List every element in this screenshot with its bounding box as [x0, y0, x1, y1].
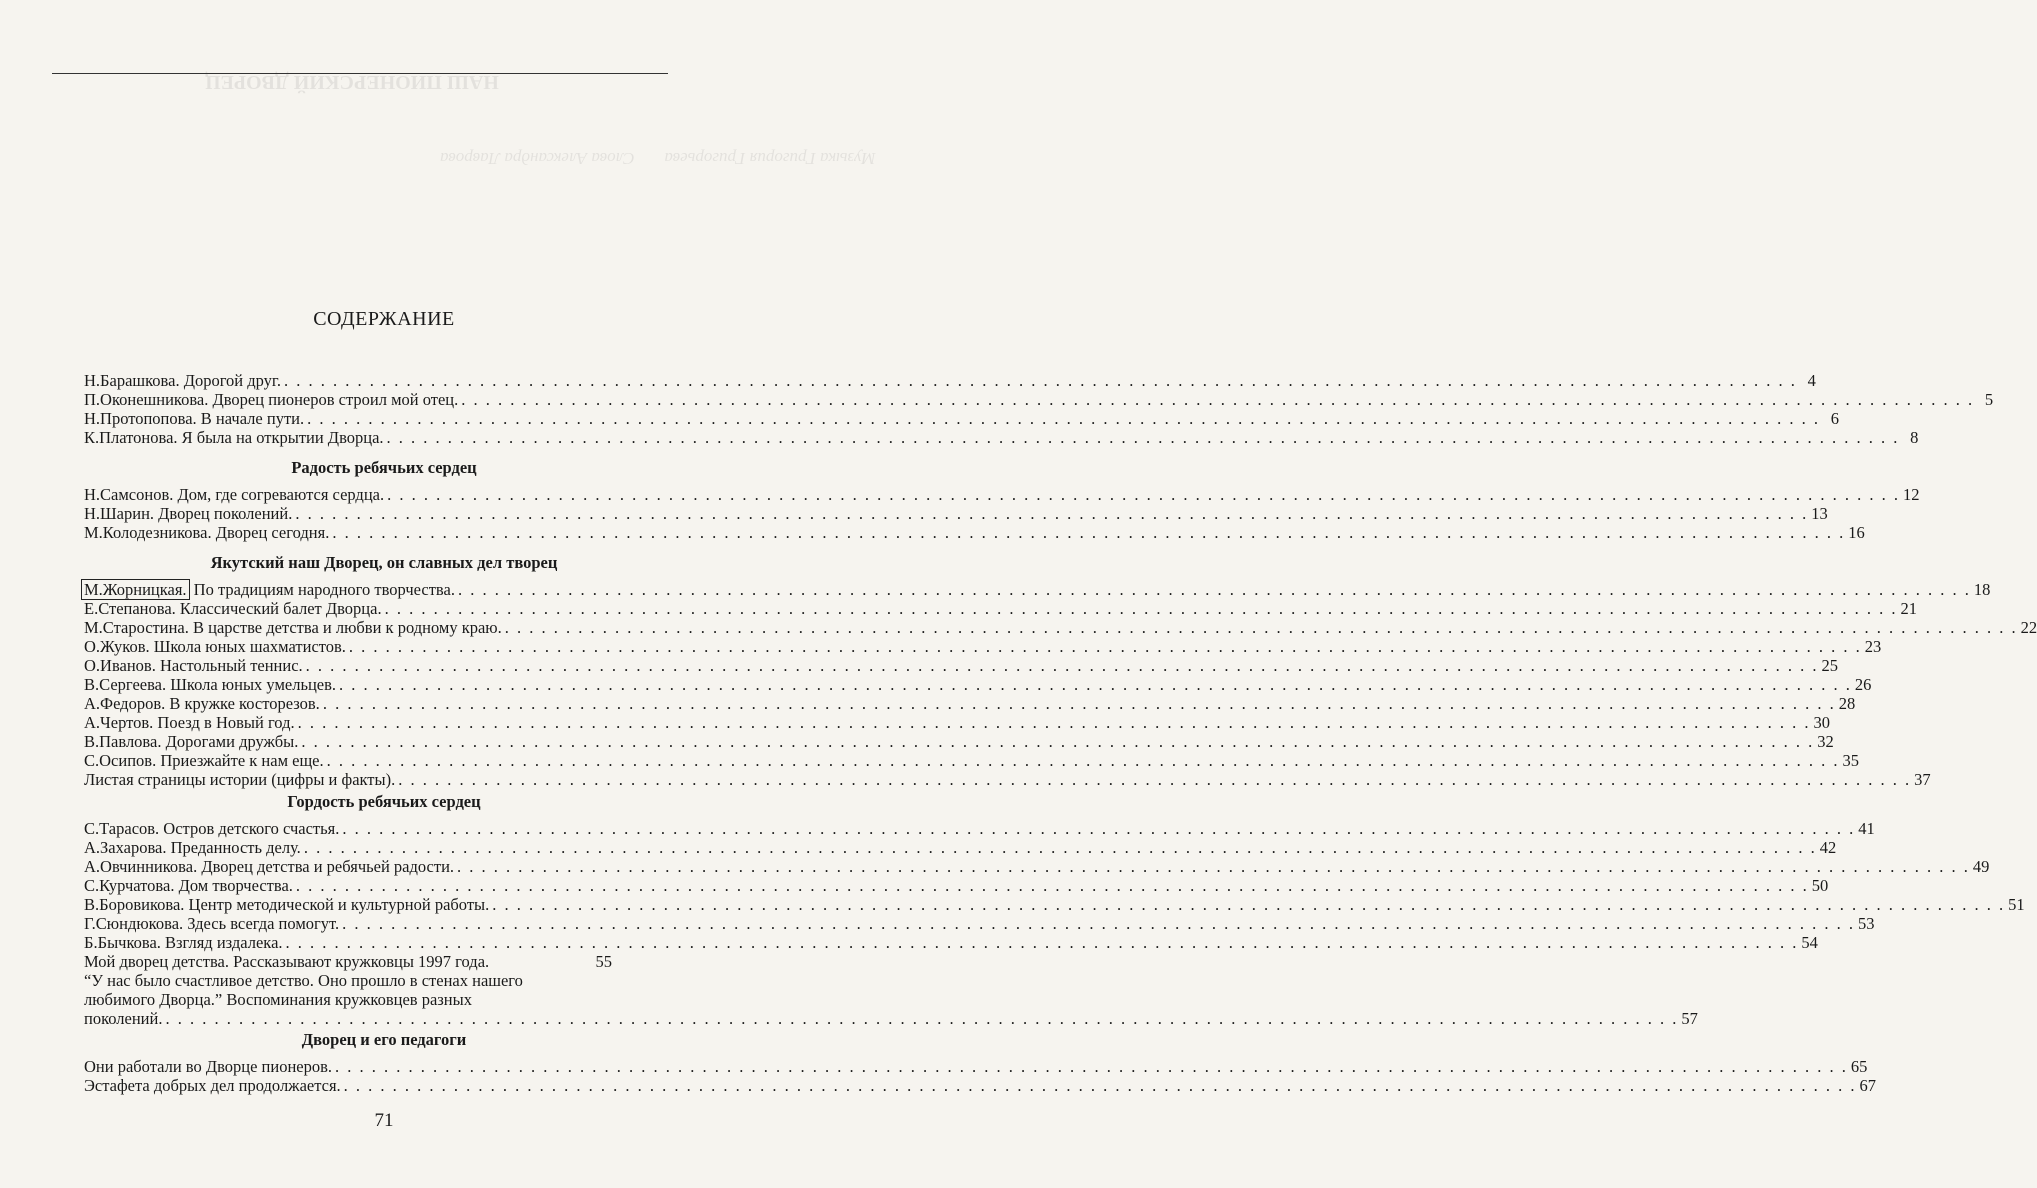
- entry-page: 25: [1821, 656, 1839, 675]
- entry-page: 26: [1854, 675, 1872, 694]
- entry-title: А.Захарова. Преданность делу.: [84, 838, 301, 857]
- entry-title: В.Сергеева. Школа юных умельцев.: [84, 675, 337, 694]
- leader-dots: [387, 428, 1900, 447]
- entry-page: 5: [1984, 390, 1994, 409]
- entry-page: 32: [1817, 732, 1834, 751]
- entry-title: А.Федоров. В кружке косторезов.: [84, 694, 320, 713]
- entry-page: 50: [1811, 876, 1829, 895]
- toc-entry[interactable]: [84, 694, 1856, 713]
- leader-dots: [306, 656, 1819, 675]
- highlight-box: М.Жорницкая.: [81, 579, 190, 600]
- entry-title: Н.Протопопова. В начале пути.: [84, 409, 305, 428]
- leader-dots: [165, 1009, 1678, 1028]
- show-through-text: Музыка Григория Григорьева Слова Александра Лаврова: [440, 149, 876, 168]
- header-rule: [52, 73, 668, 74]
- toc-entry[interactable]: [84, 409, 1839, 428]
- leader-dots: [332, 523, 1845, 542]
- entry-title: Н.Шарин. Дворец поколений.: [84, 504, 293, 523]
- section-heading: Якутский наш Дворец, он славных дел творец: [210, 553, 558, 572]
- toc-entry[interactable]: [84, 876, 1829, 895]
- toc-entry[interactable]: [84, 637, 1882, 656]
- toc-entry[interactable]: [84, 1009, 1698, 1028]
- leader-dots: [284, 371, 1797, 390]
- toc-section-group: [84, 819, 2025, 1028]
- leader-dots: [461, 390, 1974, 409]
- leader-dots: [296, 876, 1809, 895]
- entry-title: А.Чертов. Поезд в Новый год.: [84, 713, 295, 732]
- entry-page: 57: [1681, 1009, 1698, 1028]
- entry-page: 35: [1842, 751, 1859, 770]
- entry-title: О.Иванов. Настольный теннис.: [84, 656, 303, 675]
- leader-dots: [342, 914, 1855, 933]
- toc-entry[interactable]: [84, 523, 1865, 542]
- entry-page: 8: [1910, 428, 1919, 447]
- leader-dots: [505, 618, 2018, 637]
- toc-entry[interactable]: [84, 656, 1839, 675]
- entry-title: Н.Барашкова. Дорогой друг.: [84, 371, 281, 390]
- toc-entry[interactable]: [84, 580, 1991, 599]
- toc-entry[interactable]: [84, 485, 1920, 504]
- leader-dots: [387, 485, 1900, 504]
- toc-entry[interactable]: [84, 933, 1818, 952]
- entry-page: 30: [1813, 713, 1830, 732]
- entry-title: А.Овчинникова. Дворец детства и ребячьей радости.: [84, 857, 455, 876]
- toc-entry[interactable]: [84, 1057, 1868, 1076]
- section-heading: Гордость ребячьих сердец: [287, 792, 481, 811]
- entry-title: О.Жуков. Школа юных шахматистов.: [84, 637, 346, 656]
- leader-dots: [457, 857, 1970, 876]
- toc-entry-line[interactable]: любимого Дворца.” Воспоминания кружковцев разных: [84, 990, 472, 1009]
- leader-dots: [335, 1057, 1848, 1076]
- entry-title: В.Павлова. Дорогами дружбы.: [84, 732, 299, 751]
- leader-dots: [349, 637, 1862, 656]
- entry-page: 42: [1819, 838, 1837, 857]
- leader-dots: [307, 409, 1820, 428]
- entry-page: 54: [1801, 933, 1818, 952]
- entry-page: 22: [2020, 618, 2037, 637]
- entry-page: 13: [1811, 504, 1828, 523]
- leader-dots: [342, 819, 1855, 838]
- entry-title: Эстафета добрых дел продолжается.: [84, 1076, 341, 1095]
- entry-page: 16: [1848, 523, 1865, 542]
- entry-title: М.Колодезникова. Дворец сегодня.: [84, 523, 330, 542]
- leader-dots: [286, 933, 1799, 952]
- toc-entry-line[interactable]: “У нас было счастливое детство. Оно прошло в стенах нашего: [84, 971, 523, 990]
- leader-dots: [344, 1076, 1857, 1095]
- entry-page: 51: [2008, 895, 2025, 914]
- toc-entry[interactable]: [84, 599, 1917, 618]
- entry-title: поколений.: [84, 1009, 163, 1028]
- toc-entry[interactable]: [84, 838, 1837, 857]
- entry-page: 37: [1914, 770, 1931, 789]
- entry-page: 65: [1850, 1057, 1868, 1076]
- entry-page: 49: [1972, 857, 1990, 876]
- toc-section-group: [84, 1057, 1877, 1095]
- toc-entry[interactable]: [84, 770, 1931, 789]
- entry-page: 53: [1858, 914, 1875, 933]
- entry-title: Листая страницы истории (цифры и факты).: [84, 770, 396, 789]
- entry-page: 41: [1858, 819, 1875, 838]
- leader-dots: [398, 770, 1911, 789]
- entry-title: Б.Бычкова. Взгляд издалека.: [84, 933, 283, 952]
- toc-entry[interactable]: [84, 857, 1990, 876]
- entry-title: С.Тарасов. Остров детского счастья.: [84, 819, 340, 838]
- leader-dots: [298, 713, 1811, 732]
- section-heading: Радость ребячьих сердец: [291, 458, 477, 477]
- leader-dots: [339, 675, 1852, 694]
- entry-title: Мой дворец детства. Рассказывают кружковцы 1997 года.: [84, 952, 490, 971]
- entry-title: С.Осипов. Приезжайте к нам еще.: [84, 751, 324, 770]
- entry-page: 23: [1864, 637, 1882, 656]
- toc-entry[interactable]: [84, 732, 1834, 751]
- toc-entry[interactable]: [84, 713, 1830, 732]
- entry-title: П.Оконешникова. Дворец пионеров строил мой отец.: [84, 390, 459, 409]
- entry-page: 21: [1900, 599, 1917, 618]
- leader-dots: [492, 895, 2005, 914]
- leader-dots: [385, 599, 1898, 618]
- entry-page: 55: [595, 952, 612, 971]
- leader-dots: [301, 732, 1814, 751]
- leader-dots: [323, 694, 1836, 713]
- toc-entry[interactable]: [84, 895, 2025, 914]
- page-number: 71: [374, 1110, 394, 1131]
- toc-section-group: [84, 580, 2037, 789]
- entry-title: М.Старостина. В царстве детства и любви к родному краю.: [84, 618, 502, 637]
- toc-entry[interactable]: [84, 1076, 1877, 1095]
- entry-title: К.Платонова. Я была на открытии Дворца.: [84, 428, 384, 447]
- entry-title: Е.Степанова. Классический балет Дворца.: [84, 599, 382, 618]
- entry-page: 6: [1830, 409, 1839, 428]
- toc-entry[interactable]: [84, 914, 1875, 933]
- entry-title: Н.Самсонов. Дом, где согреваются сердца.: [84, 485, 385, 504]
- toc-entry[interactable]: [84, 390, 1994, 409]
- entry-title: Г.Сюндюкова. Здесь всегда помогут.: [84, 914, 340, 933]
- entry-page: 67: [1859, 1076, 1877, 1095]
- entry-page: 18: [1973, 580, 1991, 599]
- leader-dots: [327, 751, 1840, 770]
- toc-section-group: [84, 485, 1920, 542]
- toc-entry[interactable]: [84, 428, 1919, 447]
- toc-entry[interactable]: [84, 618, 2037, 637]
- entry-title-rest: По традициям народного творчества.: [189, 580, 455, 599]
- entry-page: 28: [1838, 694, 1856, 713]
- toc-entry[interactable]: [84, 371, 1816, 390]
- entry-title: В.Боровикова. Центр методической и культурной работы.: [84, 895, 490, 914]
- toc-intro-group: [84, 371, 1994, 447]
- section-heading: Дворец и его педагоги: [301, 1030, 467, 1049]
- entry-title: [84, 580, 455, 599]
- page-title: СОДЕРЖАНИЕ: [313, 308, 455, 330]
- toc-entry[interactable]: [84, 504, 1828, 523]
- toc-entry[interactable]: [84, 675, 1872, 694]
- toc-entry[interactable]: [84, 952, 612, 971]
- entry-page: 4: [1807, 371, 1816, 390]
- toc-entry[interactable]: [84, 751, 1859, 770]
- leader-dots: [295, 504, 1808, 523]
- leader-dots: [458, 580, 1971, 599]
- entry-title: Они работали во Дворце пионеров.: [84, 1057, 333, 1076]
- toc-entry[interactable]: [84, 819, 1875, 838]
- leader-dots: [304, 838, 1817, 857]
- entry-title: С.Курчатова. Дом творчества.: [84, 876, 293, 895]
- show-through-text: НАШ ПИОНЕРСКИЙ ДВОРЕЦ: [205, 71, 499, 93]
- entry-page: 12: [1902, 485, 1920, 504]
